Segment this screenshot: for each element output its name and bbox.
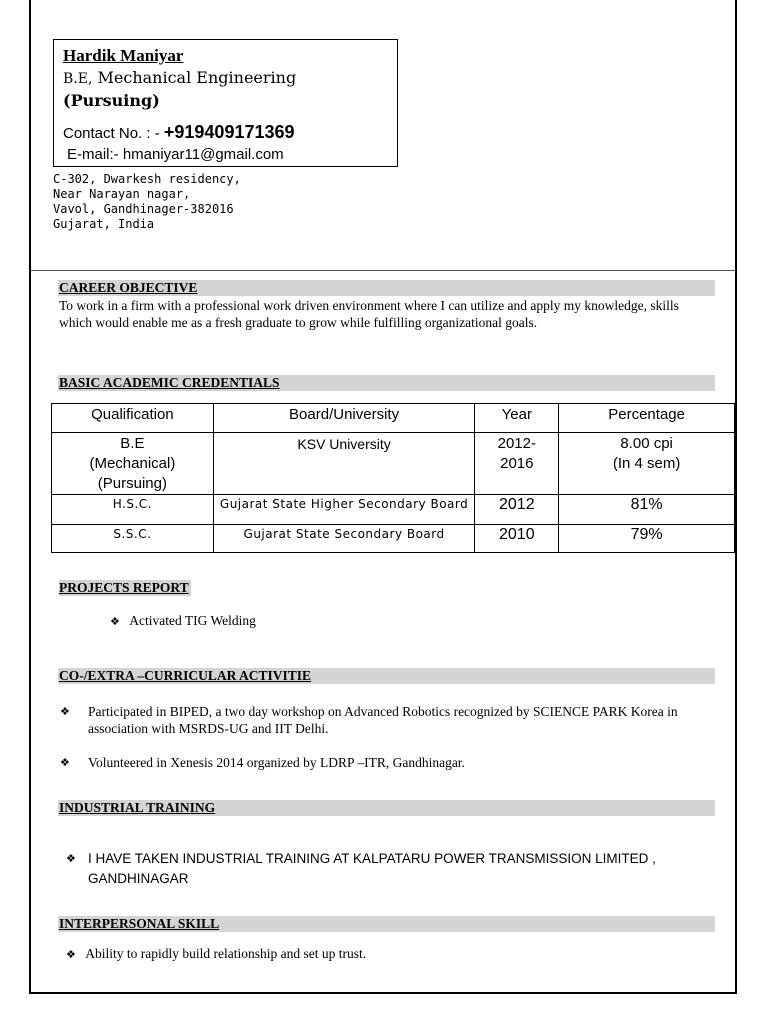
header-box [53, 39, 398, 167]
list-item [66, 849, 706, 889]
address-line: Near Narayan nagar, [53, 187, 191, 201]
section-title-career: CAREER OBJECTIVE [59, 280, 198, 295]
address-line: C-302, Dwarkesh residency, [53, 172, 241, 186]
candidate-name: Hardik Maniyar [63, 46, 184, 65]
qualification-cell [52, 433, 214, 495]
contact-line [63, 122, 295, 143]
column-header: Board/University [213, 404, 475, 433]
divider [31, 270, 735, 271]
percentage-cell [559, 433, 735, 495]
section-title-training: INDUSTRIAL TRAINING [59, 800, 216, 815]
table-row [52, 433, 735, 495]
training-item: I HAVE TAKEN INDUSTRIAL TRAINING AT KALPATARU POWER TRANSMISSION LIMITED , GANDHINAGAR [88, 851, 656, 886]
address-line: Vavol, Gandhinager-382016 [53, 202, 234, 216]
percentage-cell: 81% [559, 495, 735, 525]
diamond-bullet-icon: ❖ [60, 756, 70, 769]
cell-text: 2016 [500, 455, 534, 472]
address-line: Gujarat, India [53, 217, 155, 231]
list-item [60, 703, 720, 737]
board-cell: Gujarat State Secondary Board [213, 525, 475, 553]
section-title-academic: BASIC ACADEMIC CREDENTIALS [59, 375, 280, 390]
project-item: Activated TIG Welding [129, 613, 256, 628]
table-row [52, 495, 735, 525]
column-header: Qualification [52, 404, 214, 433]
cell-text: (Pursuing) [97, 475, 167, 492]
section-title-projects: PROJECTS REPORT [59, 580, 189, 595]
academic-table [51, 403, 735, 553]
board-cell: KSV University [213, 433, 475, 495]
cell-text: (In 4 sem) [612, 455, 681, 472]
cell-text: (Mechanical) [89, 455, 176, 472]
interpersonal-item: Ability to rapidly build relationship and set up trust. [85, 946, 367, 961]
diamond-bullet-icon: ❖ [60, 705, 70, 718]
cell-text: B.E [120, 435, 145, 452]
year-cell: 2012 [475, 495, 559, 525]
activity-item: Participated in BIPED, a two day workshop on Advanced Robotics recognized by SCIENCE PARK Korea in association with MSRDS-UG and IIT Delhi. [88, 704, 678, 736]
contact-label: Contact No. : - [63, 125, 160, 142]
year-cell [475, 433, 559, 495]
list-item [110, 612, 256, 630]
section-title-activities: CO-/EXTRA –CURRICULAR ACTIVITIE [59, 668, 312, 683]
diamond-bullet-icon: ❖ [66, 948, 76, 961]
cell-text: 8.00 cpi [620, 435, 673, 452]
column-header: Percentage [559, 404, 735, 433]
activity-item: Volunteered in Xenesis 2014 organized by LDRP –ITR, Gandhinagar. [88, 755, 465, 770]
table-header-row [52, 404, 735, 433]
list-item [60, 754, 720, 771]
qualification-cell: H.S.C. [52, 495, 214, 525]
board-cell: Gujarat State Higher Secondary Board [213, 495, 475, 525]
degree-main: Mechanical Engineering [92, 68, 297, 87]
degree-status: (Pursuing) [63, 91, 160, 110]
degree-prefix: B.E, [63, 71, 93, 87]
column-header: Year [475, 404, 559, 433]
table-row [52, 525, 735, 553]
phone-number: +919409171369 [163, 122, 295, 142]
diamond-bullet-icon: ❖ [110, 615, 120, 628]
email-line: E-mail:- hmaniyar11@gmail.com [67, 146, 284, 163]
percentage-cell: 79% [559, 525, 735, 553]
list-item [66, 945, 366, 963]
cell-text: 2012- [497, 435, 536, 452]
year-cell: 2010 [475, 525, 559, 553]
section-title-interpersonal: INTERPERSONAL SKILL [59, 916, 220, 931]
qualification-cell: S.S.C. [52, 525, 214, 553]
diamond-bullet-icon: ❖ [66, 852, 76, 865]
degree [63, 67, 296, 111]
address-block [53, 172, 241, 232]
career-objective-text: To work in a firm with a professional work driven environment where I can utilize and apply my knowledge, skills which would enable me as a fresh graduate to grow while fulfilling organizational goals. [59, 298, 679, 330]
